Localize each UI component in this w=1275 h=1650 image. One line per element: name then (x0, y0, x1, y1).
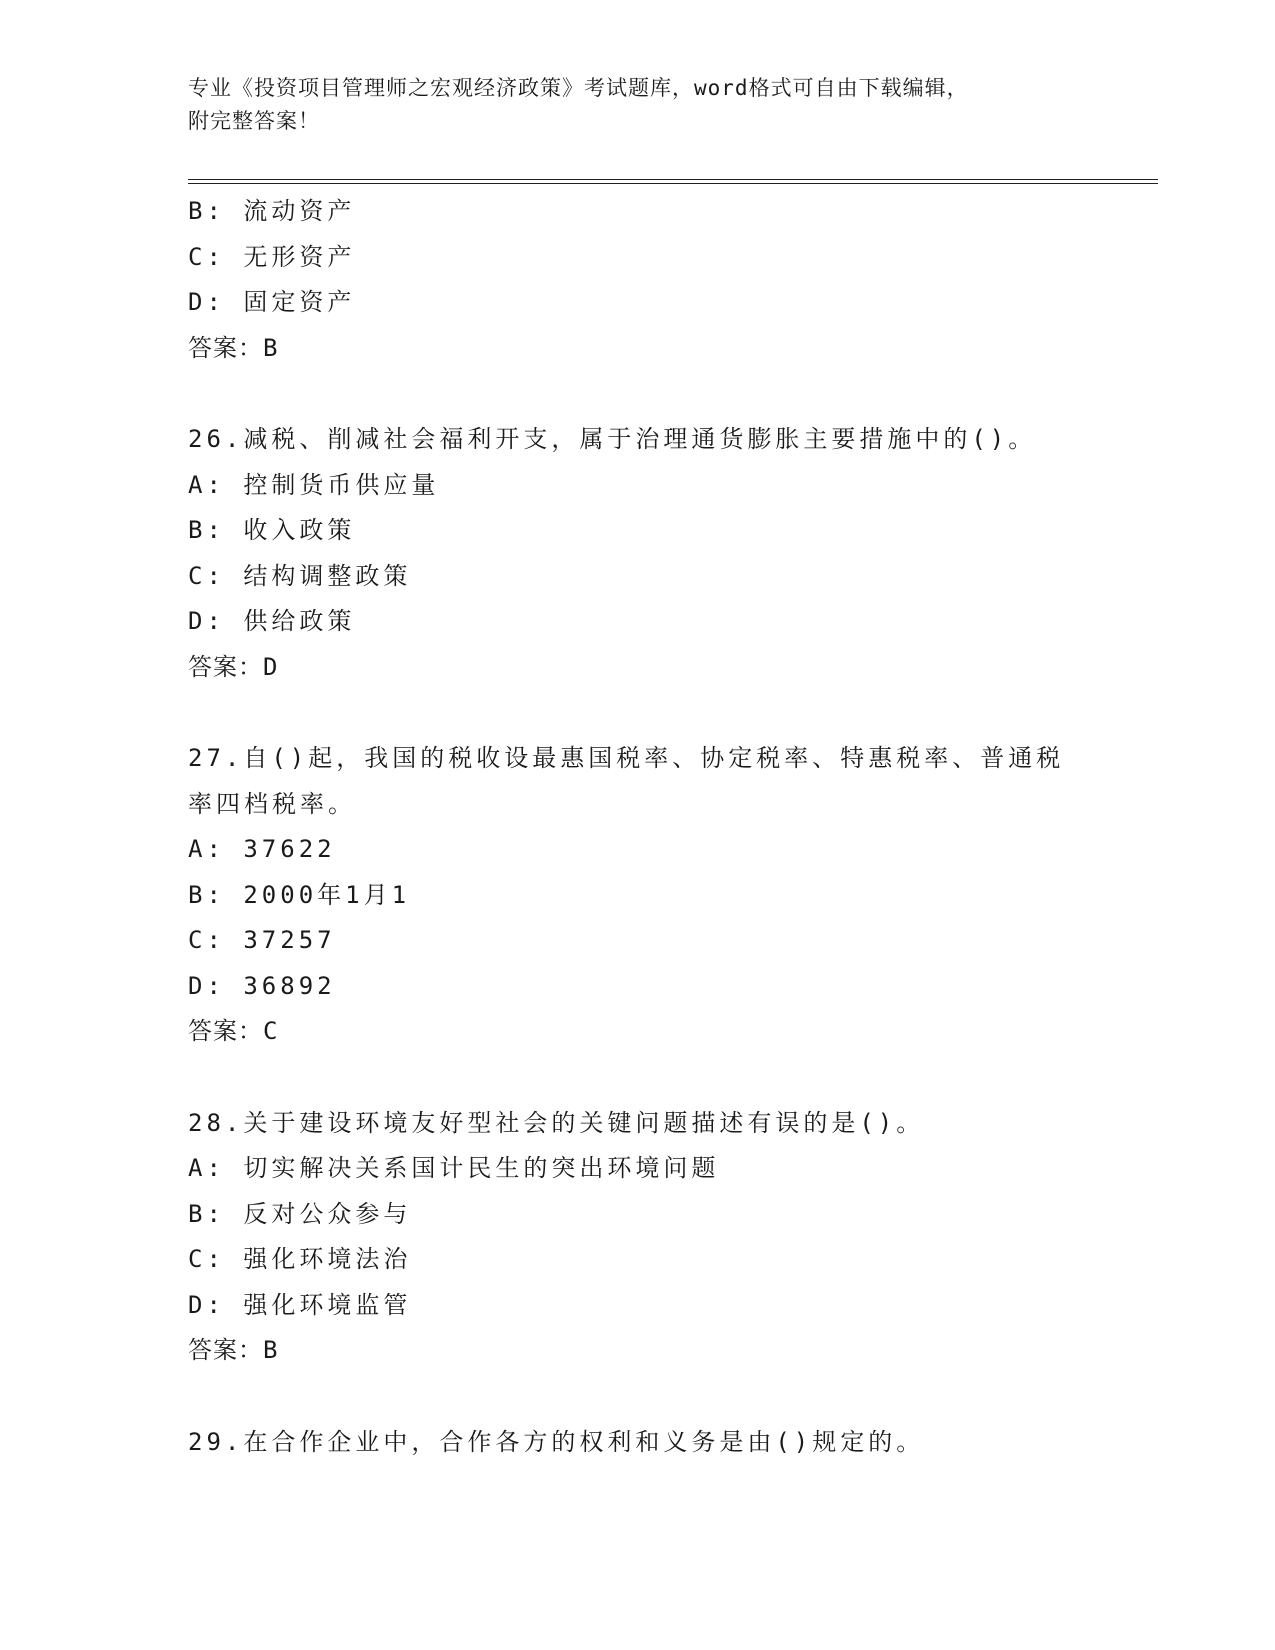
option-b: B: 反对公众参与 (188, 1199, 412, 1228)
option-a: A: 切实解决关系国计民生的突出环境问题 (188, 1154, 720, 1182)
answer: 答案：B (188, 333, 279, 362)
header-rule-top (188, 179, 1158, 180)
option-d: D: 供给政策 (188, 607, 356, 635)
option-d: D: 36892 (188, 971, 336, 1000)
answer: 答案：D (188, 652, 279, 681)
question-stem: 28.关于建设环境友好型社会的关键问题描述有误的是()。 (188, 1108, 925, 1137)
answer: 答案：B (188, 1336, 279, 1364)
document-header (188, 72, 1088, 138)
header-rule-bottom (188, 183, 1158, 184)
question-25-continued (188, 189, 1158, 371)
question-stem-line-1: 27.自()起，我国的税收设最惠国税率、协定税率、特惠税率、普通税 (188, 744, 1065, 772)
question-stem: 29.在合作企业中，合作各方的权利和义务是由()规定的。 (188, 1427, 925, 1456)
option-d: D: 固定资产 (188, 288, 356, 316)
option-c: C: 强化环境法治 (188, 1245, 412, 1273)
option-a: A: 控制货币供应量 (188, 470, 440, 499)
question-27 (188, 736, 1158, 1055)
option-a: A: 37622 (188, 835, 336, 863)
option-b: B: 2000年1月1 (188, 880, 411, 909)
question-29 (188, 1420, 1158, 1466)
question-stem: 26.减税、削减社会福利开支，属于治理通货膨胀主要措施中的()。 (188, 425, 1037, 453)
option-b: B: 流动资产 (188, 197, 356, 225)
answer: 答案：C (188, 1017, 279, 1045)
option-d: D: 强化环境监管 (188, 1290, 412, 1319)
question-26 (188, 417, 1158, 690)
document-page (188, 0, 1158, 1650)
question-28 (188, 1101, 1158, 1374)
question-stem-line-2: 率四档税率。 (188, 789, 356, 818)
option-c: C: 无形资产 (188, 242, 356, 271)
header-line-2: 附完整答案！ (188, 109, 320, 133)
option-c: C: 结构调整政策 (188, 561, 412, 590)
option-c: C: 37257 (188, 926, 336, 954)
header-line-1: 专业《投资项目管理师之宏观经济政策》考试题库，word格式可自由下载编辑， (188, 76, 969, 100)
option-b: B: 收入政策 (188, 516, 356, 544)
question-list (188, 189, 1158, 1465)
